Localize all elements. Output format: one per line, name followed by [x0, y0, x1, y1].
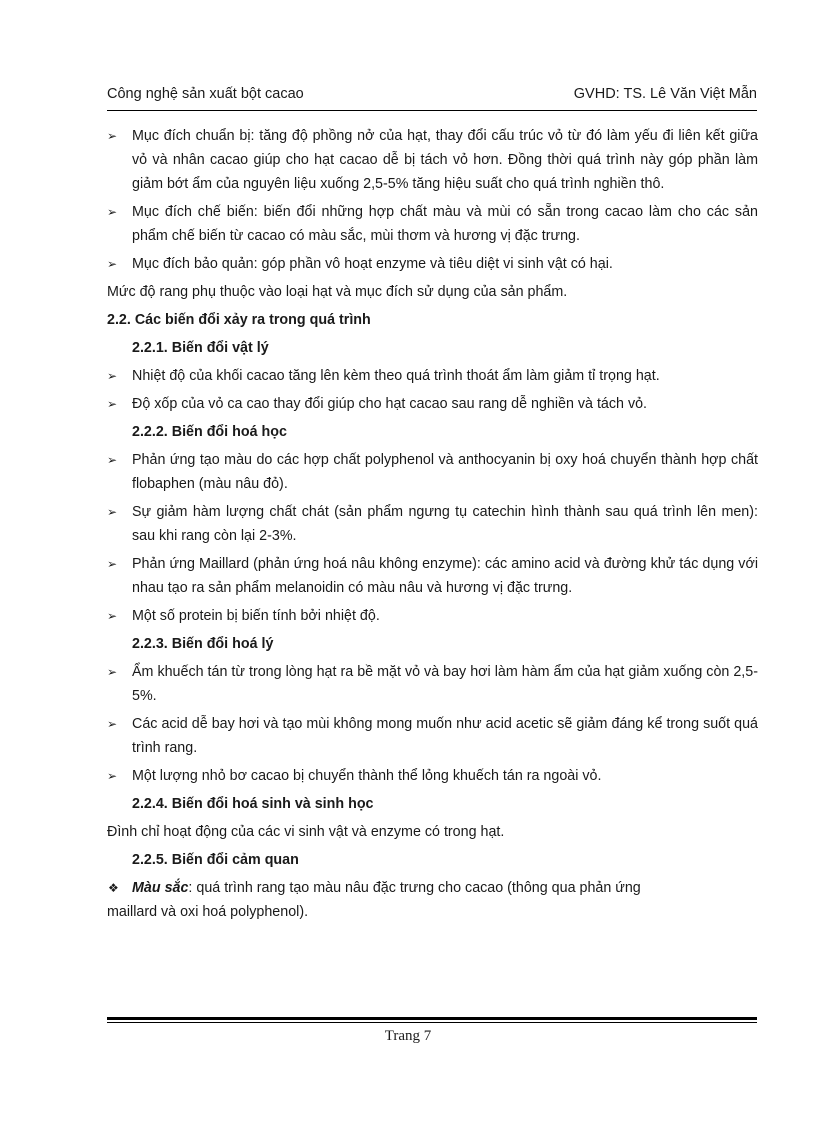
bullet-physical-temperature: [107, 364, 758, 388]
diamond-bullet-icon: ❖: [108, 881, 119, 895]
section-heading-2-2: 2.2. Các biến đổi xảy ra trong quá trình: [107, 312, 371, 328]
arrow-bullet-icon: ➢: [107, 397, 118, 411]
header-rule: [107, 110, 757, 111]
arrow-bullet-icon: ➢: [107, 129, 118, 143]
bullet-physical-porosity: [107, 392, 758, 416]
bullet-text: Sự giảm hàm lượng chất chát (sản phẩm ngưng tụ catechin hình thành sau quá trình lên men): sau khi rang còn lại 2-3%.: [132, 504, 758, 544]
bullet-purpose-preservation: [107, 252, 758, 276]
arrow-bullet-icon: ➢: [107, 609, 118, 623]
subsection-heading-2-2-3: 2.2.3. Biến đổi hoá lý: [132, 636, 274, 652]
paragraph-roast-level: Mức độ rang phụ thuộc vào loại hạt và mục đích sử dụng của sản phẩm.: [107, 284, 568, 300]
bullet-text: Mục đích chuẩn bị: tăng độ phồng nở của hạt, thay đổi cấu trúc vỏ từ đó làm yếu đi liên kết giữa vỏ và nhân cacao giúp cho hạt cacao dễ bị tách vỏ hơn. Đồng thời quá trình này góp phần làm giảm bớt ẩm của nguyên liệu xuống 2,5-5% tăng hiệu suất cho quá trình nghiền thô.: [132, 128, 758, 192]
arrow-bullet-icon: ➢: [107, 205, 118, 219]
page-body: [107, 124, 758, 928]
bullet-physicochemical-moisture: [107, 660, 758, 708]
subsection-heading-2-2-2: 2.2.2. Biến đổi hoá học: [132, 424, 287, 440]
bullet-purpose-preparation: [107, 124, 758, 196]
footer-rule-thin: [107, 1022, 757, 1023]
bullet-chemical-maillard: [107, 552, 758, 600]
bullet-purpose-processing: [107, 200, 758, 248]
bullet-text: Ẩm khuếch tán từ trong lòng hạt ra bề mặt vỏ và bay hơi làm hàm ẩm của hạt giảm xuống còn 2,5-5%.: [132, 664, 758, 704]
arrow-bullet-icon: ➢: [107, 505, 118, 519]
page-header: [107, 86, 757, 108]
bullet-text: Mục đích chế biến: biến đổi những hợp chất màu và mùi có sẵn trong cacao làm cho các sản phẩm chế biến từ cacao có màu sắc, mùi thơm và hương vị đặc trưng.: [132, 204, 758, 244]
diamond-item-text: : quá trình rang tạo màu nâu đặc trưng cho cacao (thông qua phản ứng: [188, 880, 641, 896]
arrow-bullet-icon: ➢: [107, 665, 118, 679]
subsection-heading-2-2-4: 2.2.4. Biến đổi hoá sinh và sinh học: [132, 796, 374, 812]
bullet-chemical-protein: [107, 604, 758, 628]
diamond-item-label: Màu sắc: [132, 880, 189, 896]
subsection-heading-2-2-5: 2.2.5. Biến đổi cảm quan: [132, 852, 299, 868]
diamond-item-continuation: maillard và oxi hoá polyphenol).: [107, 904, 309, 920]
bullet-text: Các acid dễ bay hơi và tạo mùi không mong muốn như acid acetic sẽ giảm đáng kể trong suốt quá trình rang.: [132, 716, 758, 756]
bullet-chemical-astringency: [107, 500, 758, 548]
header-title: Công nghệ sản xuất bột cacao: [107, 86, 304, 102]
page-number: Trang 7: [384, 1028, 432, 1044]
subsection-heading-2-2-1: 2.2.1. Biến đổi vật lý: [132, 340, 269, 356]
bullet-text: Một số protein bị biến tính bởi nhiệt độ.: [132, 608, 380, 624]
arrow-bullet-icon: ➢: [107, 369, 118, 383]
bullet-text: Mục đích bảo quản: góp phần vô hoạt enzyme và tiêu diệt vi sinh vật có hại.: [132, 256, 613, 272]
paragraph-biochemical: Đình chỉ hoạt động của các vi sinh vật và enzyme có trong hạt.: [107, 824, 505, 840]
bullet-physicochemical-acid: [107, 712, 758, 760]
bullet-text: Một lượng nhỏ bơ cacao bị chuyển thành thể lỏng khuếch tán ra ngoài vỏ.: [132, 768, 602, 784]
arrow-bullet-icon: ➢: [107, 769, 118, 783]
diamond-item-color: [107, 876, 758, 924]
bullet-physicochemical-butter: [107, 764, 758, 788]
arrow-bullet-icon: ➢: [107, 453, 118, 467]
arrow-bullet-icon: ➢: [107, 717, 118, 731]
bullet-text: Phản ứng Maillard (phản ứng hoá nâu không enzyme): các amino acid và đường khử tác dụng với nhau tạo ra sản phẩm melanoidin có màu nâu và hương vị đặc trưng.: [132, 556, 758, 596]
arrow-bullet-icon: ➢: [107, 557, 118, 571]
bullet-text: Độ xốp của vỏ ca cao thay đổi giúp cho hạt cacao sau rang dễ nghiền và tách vỏ.: [132, 396, 648, 412]
header-advisor: GVHD: TS. Lê Văn Việt Mẫn: [573, 86, 757, 102]
footer-rule-thick: [107, 1017, 757, 1020]
arrow-bullet-icon: ➢: [107, 257, 118, 271]
bullet-text: Phản ứng tạo màu do các hợp chất polyphenol và anthocyanin bị oxy hoá chuyển thành hợp chất flobaphen (màu nâu đỏ).: [132, 452, 758, 492]
bullet-text: Nhiệt độ của khối cacao tăng lên kèm theo quá trình thoát ẩm làm giảm tỉ trọng hạt.: [132, 368, 660, 384]
bullet-chemical-color: [107, 448, 758, 496]
